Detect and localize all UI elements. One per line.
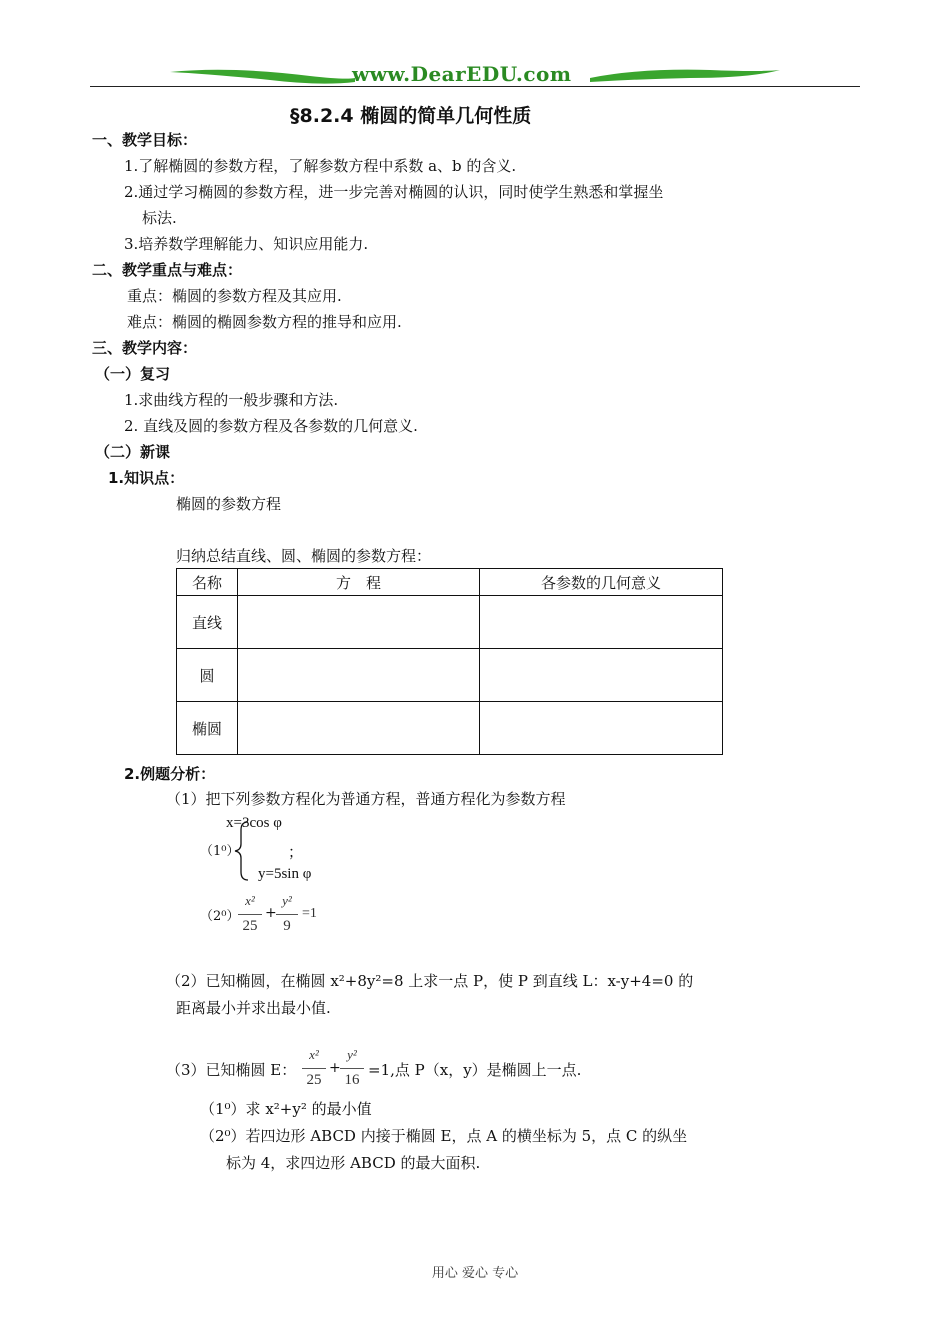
table-cell-equation <box>238 596 480 649</box>
ex3-den2: 16 <box>344 1072 360 1088</box>
ex3-num1: x² <box>309 1047 319 1062</box>
review-item-2: 2. 直线及圆的参数方程及各参数的几何意义. <box>124 417 418 435</box>
ex1-p1-line2: y=5sin φ <box>258 866 312 882</box>
fraction-bar <box>238 914 262 915</box>
table-cell-meaning <box>480 596 723 649</box>
table-header-meaning: 各参数的几何意义 <box>480 569 723 596</box>
goal-item-2-cont: 标法. <box>142 209 177 227</box>
ex1-p2-label: （2⁰） <box>200 909 240 924</box>
ex1-p2-num1: x² <box>245 893 255 908</box>
table-cell-meaning <box>480 649 723 702</box>
review-heading: （一）复习 <box>95 365 171 383</box>
header-logo-text: www.DearEDU.com <box>352 62 572 86</box>
knowledge-heading: 1.知识点： <box>108 469 185 487</box>
table-header-row <box>177 569 723 596</box>
table-cell-equation <box>238 649 480 702</box>
knowledge-item: 椭圆的参数方程 <box>176 495 282 513</box>
table-cell-name: 圆 <box>177 649 238 702</box>
goal-item-3: 3.培养数学理解能力、知识应用能力. <box>124 235 369 253</box>
focus-heading: 二、教学重点与难点： <box>92 261 243 279</box>
table-row <box>177 702 723 755</box>
fraction-bar <box>340 1068 364 1069</box>
page-title: §8.2.4 椭圆的简单几何性质 <box>290 105 532 127</box>
ex3-q1: （1⁰）求 x²+y² 的最小值 <box>200 1100 372 1118</box>
ex1-p2-den2: 9 <box>283 918 291 934</box>
table-row <box>177 596 723 649</box>
header-rule <box>90 86 860 87</box>
ex1-p1-label: （1⁰） <box>200 844 240 859</box>
ex2-line2: 距离最小并求出最小值. <box>176 999 331 1017</box>
ex1-p2-plus: + <box>265 905 277 921</box>
focus-difficulty: 难点：椭圆的椭圆参数方程的推导和应用. <box>127 313 402 331</box>
ex1-p1-line1: x=3cos φ <box>226 815 282 831</box>
table-cell-name: 直线 <box>177 596 238 649</box>
focus-key: 重点：椭圆的参数方程及其应用. <box>127 287 342 305</box>
ex3-den1: 25 <box>306 1072 322 1088</box>
table-row <box>177 649 723 702</box>
ex1-p1-sep: ； <box>288 843 304 861</box>
ex1-prompt: （1）把下列参数方程化为普通方程，普通方程化为参数方程 <box>166 790 566 808</box>
new-lesson-heading: （二）新课 <box>95 443 171 461</box>
review-item-1: 1.求曲线方程的一般步骤和方法. <box>124 391 339 409</box>
table-header-name: 名称 <box>177 569 238 596</box>
table-cell-equation <box>238 702 480 755</box>
summary-line: 归纳总结直线、圆、椭圆的参数方程： <box>176 547 432 565</box>
ex2-line1: （2）已知椭圆，在椭圆 x²+8y²=8 上求一点 P，使 P 到直线 L：x-y+4=0 的 <box>166 972 694 990</box>
ex3-eq-suffix: =1,点 P（x，y）是椭圆上一点. <box>368 1061 582 1079</box>
goal-item-1: 1.了解椭圆的参数方程，了解参数方程中系数 a、b 的含义. <box>124 157 517 175</box>
ex3-num2: y² <box>347 1047 357 1062</box>
fraction-bar <box>276 914 298 915</box>
ex1-p2-num2: y² <box>282 893 292 908</box>
goals-heading: 一、教学目标： <box>92 131 198 149</box>
content-heading: 三、教学内容： <box>92 339 198 357</box>
param-equation-table <box>176 568 723 755</box>
ex3-q2-line1: （2⁰）若四边形 ABCD 内接于椭圆 E，点 A 的横坐标为 5，点 C 的纵坐 <box>200 1127 688 1145</box>
table-cell-meaning <box>480 702 723 755</box>
table-header-equation: 方 程 <box>238 569 480 596</box>
ex3-q2-line2: 标为 4，求四边形 ABCD 的最大面积. <box>226 1154 481 1172</box>
goal-item-2: 2.通过学习椭圆的参数方程，进一步完善对椭圆的认识，同时使学生熟悉和掌握坐 <box>124 183 664 201</box>
fraction-bar <box>302 1068 326 1069</box>
ex1-p2-den1: 25 <box>242 918 258 934</box>
examples-heading: 2.例题分析： <box>124 765 216 783</box>
ex3-plus: + <box>329 1060 341 1076</box>
ex1-p2-eq: =1 <box>302 906 317 921</box>
table-cell-name: 椭圆 <box>177 702 238 755</box>
ex3-prefix: （3）已知椭圆 E： <box>166 1061 297 1079</box>
page-footer: 用心 爱心 专心 <box>431 1266 519 1281</box>
